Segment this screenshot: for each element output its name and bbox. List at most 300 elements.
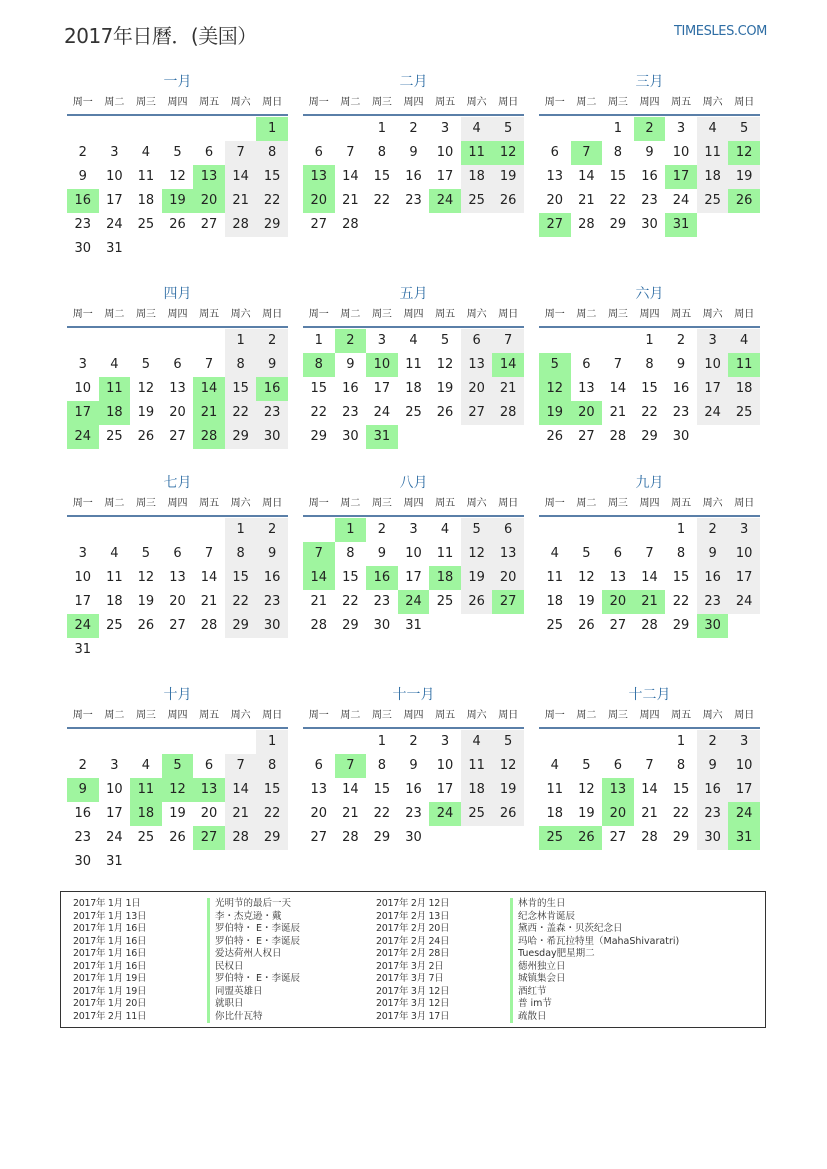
day-cell[interactable]: 5 bbox=[728, 117, 760, 141]
day-cell[interactable]: 13 bbox=[193, 778, 225, 802]
day-cell[interactable]: 6 bbox=[173, 546, 182, 561]
day-cell[interactable]: 2 bbox=[676, 333, 686, 348]
day-cell[interactable]: 12 bbox=[728, 141, 760, 165]
day-cell[interactable]: 18 bbox=[429, 566, 461, 590]
day-cell[interactable]: 5 bbox=[582, 758, 591, 773]
day-cell[interactable]: 12 bbox=[137, 381, 155, 396]
day-cell[interactable]: 16 bbox=[405, 169, 422, 184]
day-cell[interactable]: 29 bbox=[310, 429, 328, 444]
day-cell[interactable]: 23 bbox=[256, 590, 288, 614]
day-cell[interactable]: 5 bbox=[492, 730, 524, 754]
day-cell[interactable]: 14 bbox=[492, 353, 524, 377]
day-cell[interactable]: 17 bbox=[436, 782, 454, 797]
day-cell[interactable]: 12 bbox=[539, 377, 571, 401]
day-cell[interactable]: 4 bbox=[550, 758, 559, 773]
day-cell[interactable]: 27 bbox=[609, 618, 627, 633]
day-cell[interactable]: 19 bbox=[461, 566, 493, 590]
day-cell[interactable]: 25 bbox=[436, 594, 454, 609]
day-cell[interactable]: 7 bbox=[303, 542, 335, 566]
day-cell[interactable]: 13 bbox=[169, 570, 186, 585]
day-cell[interactable]: 10 bbox=[436, 145, 454, 160]
day-cell[interactable]: 26 bbox=[492, 802, 524, 826]
day-cell[interactable]: 9 bbox=[645, 145, 654, 160]
day-cell[interactable]: 2 bbox=[634, 117, 666, 141]
day-cell[interactable]: 26 bbox=[169, 217, 186, 232]
day-cell[interactable]: 14 bbox=[578, 169, 595, 184]
day-cell[interactable]: 1 bbox=[645, 333, 654, 348]
day-cell[interactable]: 29 bbox=[256, 213, 288, 237]
day-cell[interactable]: 24 bbox=[106, 217, 123, 232]
day-cell[interactable]: 5 bbox=[162, 754, 194, 778]
day-cell[interactable]: 6 bbox=[204, 145, 214, 160]
day-cell[interactable]: 21 bbox=[225, 802, 257, 826]
day-cell[interactable]: 4 bbox=[461, 730, 493, 754]
day-cell[interactable]: 19 bbox=[492, 778, 524, 802]
day-cell[interactable]: 16 bbox=[342, 381, 359, 396]
day-cell[interactable]: 18 bbox=[546, 594, 564, 609]
day-cell[interactable]: 7 bbox=[204, 546, 214, 561]
day-cell[interactable]: 10 bbox=[436, 758, 454, 773]
day-cell[interactable]: 3 bbox=[728, 730, 760, 754]
day-cell[interactable]: 28 bbox=[342, 217, 359, 232]
day-cell[interactable]: 11 bbox=[697, 141, 729, 165]
day-cell[interactable]: 29 bbox=[373, 830, 391, 845]
day-cell[interactable]: 20 bbox=[571, 401, 603, 425]
day-cell[interactable]: 2 bbox=[409, 121, 418, 136]
day-cell[interactable]: 11 bbox=[436, 546, 454, 561]
day-cell[interactable]: 28 bbox=[225, 213, 257, 237]
day-cell[interactable]: 27 bbox=[578, 429, 595, 444]
day-cell[interactable]: 21 bbox=[609, 405, 627, 420]
day-cell[interactable]: 8 bbox=[377, 145, 387, 160]
day-cell[interactable]: 31 bbox=[728, 826, 760, 850]
day-cell[interactable]: 27 bbox=[609, 830, 627, 845]
day-cell[interactable]: 2 bbox=[78, 145, 87, 160]
day-cell[interactable]: 14 bbox=[225, 165, 257, 189]
day-cell[interactable]: 20 bbox=[169, 405, 186, 420]
day-cell[interactable]: 24 bbox=[697, 401, 729, 425]
day-cell[interactable]: 22 bbox=[310, 405, 328, 420]
day-cell[interactable]: 24 bbox=[728, 802, 760, 826]
day-cell[interactable]: 9 bbox=[676, 357, 686, 372]
day-cell[interactable]: 30 bbox=[373, 618, 391, 633]
day-cell[interactable]: 21 bbox=[641, 806, 658, 821]
day-cell[interactable]: 12 bbox=[137, 570, 155, 585]
day-cell[interactable]: 31 bbox=[665, 213, 697, 237]
day-cell[interactable]: 8 bbox=[346, 546, 355, 561]
day-cell[interactable]: 4 bbox=[141, 758, 151, 773]
day-cell[interactable]: 30 bbox=[256, 425, 288, 449]
day-cell[interactable]: 21 bbox=[193, 401, 225, 425]
day-cell[interactable]: 24 bbox=[106, 830, 123, 845]
day-cell[interactable]: 5 bbox=[461, 518, 493, 542]
day-cell[interactable]: 26 bbox=[546, 429, 564, 444]
day-cell[interactable]: 21 bbox=[310, 594, 328, 609]
day-cell[interactable]: 22 bbox=[641, 405, 658, 420]
day-cell[interactable]: 21 bbox=[200, 594, 218, 609]
day-cell[interactable]: 26 bbox=[436, 405, 454, 420]
day-cell[interactable]: 26 bbox=[728, 189, 760, 213]
day-cell[interactable]: 8 bbox=[256, 141, 288, 165]
day-cell[interactable]: 17 bbox=[106, 193, 123, 208]
day-cell[interactable]: 22 bbox=[609, 193, 627, 208]
day-cell[interactable]: 30 bbox=[672, 429, 690, 444]
day-cell[interactable]: 6 bbox=[492, 518, 524, 542]
day-cell[interactable]: 28 bbox=[578, 217, 595, 232]
day-cell[interactable]: 4 bbox=[110, 357, 119, 372]
day-cell[interactable]: 20 bbox=[169, 594, 186, 609]
day-cell[interactable]: 26 bbox=[137, 618, 155, 633]
day-cell[interactable]: 4 bbox=[461, 117, 493, 141]
day-cell[interactable]: 20 bbox=[546, 193, 564, 208]
day-cell[interactable]: 8 bbox=[225, 542, 257, 566]
day-cell[interactable]: 30 bbox=[697, 826, 729, 850]
day-cell[interactable]: 20 bbox=[602, 590, 634, 614]
day-cell[interactable]: 12 bbox=[169, 169, 186, 184]
day-cell[interactable]: 9 bbox=[377, 546, 387, 561]
day-cell[interactable]: 6 bbox=[582, 357, 591, 372]
day-cell[interactable]: 11 bbox=[546, 782, 564, 797]
day-cell[interactable]: 15 bbox=[641, 381, 658, 396]
day-cell[interactable]: 19 bbox=[162, 189, 194, 213]
day-cell[interactable]: 16 bbox=[256, 377, 288, 401]
day-cell[interactable]: 6 bbox=[550, 145, 559, 160]
day-cell[interactable]: 25 bbox=[137, 830, 155, 845]
day-cell[interactable]: 11 bbox=[106, 570, 123, 585]
day-cell[interactable]: 19 bbox=[492, 165, 524, 189]
day-cell[interactable]: 4 bbox=[550, 546, 559, 561]
day-cell[interactable]: 27 bbox=[539, 213, 571, 237]
day-cell[interactable]: 7 bbox=[571, 141, 603, 165]
day-cell[interactable]: 18 bbox=[137, 193, 155, 208]
day-cell[interactable]: 31 bbox=[106, 854, 123, 869]
day-cell[interactable]: 30 bbox=[697, 614, 729, 638]
day-cell[interactable]: 25 bbox=[106, 618, 123, 633]
day-cell[interactable]: 5 bbox=[582, 546, 591, 561]
day-cell[interactable]: 14 bbox=[193, 377, 225, 401]
day-cell[interactable]: 26 bbox=[492, 189, 524, 213]
day-cell[interactable]: 27 bbox=[169, 429, 186, 444]
day-cell[interactable]: 25 bbox=[405, 405, 422, 420]
day-cell[interactable]: 28 bbox=[225, 826, 257, 850]
day-cell[interactable]: 25 bbox=[539, 826, 571, 850]
day-cell[interactable]: 15 bbox=[373, 169, 391, 184]
day-cell[interactable]: 2 bbox=[78, 758, 87, 773]
day-cell[interactable]: 27 bbox=[492, 590, 524, 614]
day-cell[interactable]: 9 bbox=[256, 542, 288, 566]
day-cell[interactable]: 10 bbox=[672, 145, 690, 160]
day-cell[interactable]: 17 bbox=[665, 165, 697, 189]
day-cell[interactable]: 19 bbox=[728, 165, 760, 189]
day-cell[interactable]: 24 bbox=[672, 193, 690, 208]
day-cell[interactable]: 10 bbox=[366, 353, 398, 377]
day-cell[interactable]: 13 bbox=[169, 381, 186, 396]
day-cell[interactable]: 20 bbox=[310, 806, 328, 821]
day-cell[interactable]: 28 bbox=[609, 429, 627, 444]
day-cell[interactable]: 26 bbox=[169, 830, 186, 845]
day-cell[interactable]: 25 bbox=[697, 189, 729, 213]
day-cell[interactable]: 8 bbox=[225, 353, 257, 377]
day-cell[interactable]: 30 bbox=[74, 241, 92, 256]
day-cell[interactable]: 3 bbox=[728, 518, 760, 542]
day-cell[interactable]: 13 bbox=[492, 542, 524, 566]
day-cell[interactable]: 6 bbox=[314, 758, 323, 773]
day-cell[interactable]: 21 bbox=[634, 590, 666, 614]
day-cell[interactable]: 13 bbox=[546, 169, 564, 184]
day-cell[interactable]: 2 bbox=[697, 730, 729, 754]
day-cell[interactable]: 4 bbox=[440, 522, 450, 537]
day-cell[interactable]: 28 bbox=[200, 618, 218, 633]
day-cell[interactable]: 28 bbox=[641, 830, 658, 845]
day-cell[interactable]: 29 bbox=[256, 826, 288, 850]
day-cell[interactable]: 15 bbox=[342, 570, 359, 585]
day-cell[interactable]: 17 bbox=[373, 381, 391, 396]
day-cell[interactable]: 20 bbox=[200, 806, 218, 821]
day-cell[interactable]: 7 bbox=[645, 546, 654, 561]
day-cell[interactable]: 17 bbox=[728, 778, 760, 802]
day-cell[interactable]: 26 bbox=[571, 826, 603, 850]
day-cell[interactable]: 9 bbox=[256, 353, 288, 377]
day-cell[interactable]: 10 bbox=[405, 546, 422, 561]
day-cell[interactable]: 4 bbox=[697, 117, 729, 141]
day-cell[interactable]: 9 bbox=[78, 169, 87, 184]
day-cell[interactable]: 1 bbox=[225, 518, 257, 542]
day-cell[interactable]: 10 bbox=[728, 754, 760, 778]
day-cell[interactable]: 1 bbox=[225, 329, 257, 353]
day-cell[interactable]: 14 bbox=[342, 169, 359, 184]
day-cell[interactable]: 27 bbox=[200, 217, 218, 232]
day-cell[interactable]: 27 bbox=[461, 401, 493, 425]
day-cell[interactable]: 1 bbox=[256, 730, 288, 754]
day-cell[interactable]: 30 bbox=[342, 429, 359, 444]
day-cell[interactable]: 29 bbox=[672, 618, 690, 633]
day-cell[interactable]: 10 bbox=[106, 169, 123, 184]
day-cell[interactable]: 18 bbox=[697, 165, 729, 189]
day-cell[interactable]: 2 bbox=[335, 329, 367, 353]
day-cell[interactable]: 31 bbox=[106, 241, 123, 256]
day-cell[interactable]: 19 bbox=[578, 806, 595, 821]
day-cell[interactable]: 13 bbox=[609, 570, 627, 585]
day-cell[interactable]: 27 bbox=[169, 618, 186, 633]
day-cell[interactable]: 4 bbox=[409, 333, 418, 348]
day-cell[interactable]: 7 bbox=[204, 357, 214, 372]
day-cell[interactable]: 2 bbox=[409, 734, 418, 749]
day-cell[interactable]: 2 bbox=[256, 329, 288, 353]
day-cell[interactable]: 16 bbox=[74, 806, 92, 821]
day-cell[interactable]: 29 bbox=[342, 618, 359, 633]
day-cell[interactable]: 18 bbox=[130, 802, 162, 826]
day-cell[interactable]: 5 bbox=[492, 117, 524, 141]
day-cell[interactable]: 31 bbox=[405, 618, 422, 633]
day-cell[interactable]: 3 bbox=[440, 734, 450, 749]
day-cell[interactable]: 21 bbox=[225, 189, 257, 213]
day-cell[interactable]: 20 bbox=[461, 377, 493, 401]
day-cell[interactable]: 24 bbox=[728, 590, 760, 614]
day-cell[interactable]: 18 bbox=[405, 381, 422, 396]
day-cell[interactable]: 6 bbox=[173, 357, 182, 372]
day-cell[interactable]: 24 bbox=[67, 425, 99, 449]
day-cell[interactable]: 7 bbox=[492, 329, 524, 353]
day-cell[interactable]: 1 bbox=[613, 121, 623, 136]
day-cell[interactable]: 25 bbox=[461, 189, 493, 213]
day-cell[interactable]: 13 bbox=[602, 778, 634, 802]
day-cell[interactable]: 24 bbox=[398, 590, 430, 614]
day-cell[interactable]: 5 bbox=[539, 353, 571, 377]
day-cell[interactable]: 17 bbox=[728, 566, 760, 590]
day-cell[interactable]: 30 bbox=[256, 614, 288, 638]
day-cell[interactable]: 23 bbox=[74, 830, 92, 845]
day-cell[interactable]: 23 bbox=[373, 594, 391, 609]
day-cell[interactable]: 20 bbox=[303, 189, 335, 213]
day-cell[interactable]: 16 bbox=[366, 566, 398, 590]
day-cell[interactable]: 1 bbox=[377, 734, 387, 749]
day-cell[interactable]: 15 bbox=[256, 778, 288, 802]
day-cell[interactable]: 25 bbox=[137, 217, 155, 232]
day-cell[interactable]: 18 bbox=[728, 377, 760, 401]
day-cell[interactable]: 22 bbox=[256, 802, 288, 826]
day-cell[interactable]: 18 bbox=[106, 594, 123, 609]
day-cell[interactable]: 17 bbox=[697, 377, 729, 401]
day-cell[interactable]: 17 bbox=[74, 594, 92, 609]
day-cell[interactable]: 3 bbox=[110, 758, 119, 773]
day-cell[interactable]: 22 bbox=[342, 594, 359, 609]
day-cell[interactable]: 25 bbox=[106, 429, 123, 444]
day-cell[interactable]: 10 bbox=[74, 381, 92, 396]
day-cell[interactable]: 20 bbox=[492, 566, 524, 590]
day-cell[interactable]: 23 bbox=[405, 806, 422, 821]
day-cell[interactable]: 23 bbox=[405, 193, 422, 208]
day-cell[interactable]: 20 bbox=[602, 802, 634, 826]
day-cell[interactable]: 15 bbox=[672, 570, 690, 585]
day-cell[interactable]: 11 bbox=[728, 353, 760, 377]
day-cell[interactable]: 29 bbox=[225, 614, 257, 638]
day-cell[interactable]: 11 bbox=[99, 377, 131, 401]
day-cell[interactable]: 6 bbox=[461, 329, 493, 353]
day-cell[interactable]: 12 bbox=[436, 357, 454, 372]
day-cell[interactable]: 30 bbox=[641, 217, 658, 232]
day-cell[interactable]: 5 bbox=[141, 357, 151, 372]
day-cell[interactable]: 10 bbox=[74, 570, 92, 585]
day-cell[interactable]: 10 bbox=[106, 782, 123, 797]
day-cell[interactable]: 6 bbox=[204, 758, 214, 773]
day-cell[interactable]: 12 bbox=[461, 542, 493, 566]
day-cell[interactable]: 21 bbox=[578, 193, 595, 208]
day-cell[interactable]: 11 bbox=[405, 357, 422, 372]
day-cell[interactable]: 19 bbox=[137, 594, 155, 609]
day-cell[interactable]: 24 bbox=[373, 405, 391, 420]
day-cell[interactable]: 27 bbox=[310, 830, 328, 845]
day-cell[interactable]: 28 bbox=[342, 830, 359, 845]
day-cell[interactable]: 11 bbox=[546, 570, 564, 585]
day-cell[interactable]: 14 bbox=[200, 570, 218, 585]
day-cell[interactable]: 24 bbox=[429, 189, 461, 213]
day-cell[interactable]: 15 bbox=[310, 381, 328, 396]
day-cell[interactable]: 16 bbox=[405, 782, 422, 797]
day-cell[interactable]: 13 bbox=[578, 381, 595, 396]
day-cell[interactable]: 10 bbox=[697, 353, 729, 377]
day-cell[interactable]: 16 bbox=[697, 566, 729, 590]
day-cell[interactable]: 15 bbox=[225, 566, 257, 590]
day-cell[interactable]: 14 bbox=[609, 381, 627, 396]
day-cell[interactable]: 23 bbox=[672, 405, 690, 420]
day-cell[interactable]: 30 bbox=[405, 830, 422, 845]
day-cell[interactable]: 9 bbox=[697, 754, 729, 778]
day-cell[interactable]: 6 bbox=[613, 546, 623, 561]
day-cell[interactable]: 17 bbox=[106, 806, 123, 821]
day-cell[interactable]: 23 bbox=[256, 401, 288, 425]
day-cell[interactable]: 6 bbox=[314, 145, 323, 160]
day-cell[interactable]: 12 bbox=[492, 754, 524, 778]
day-cell[interactable]: 16 bbox=[641, 169, 658, 184]
day-cell[interactable]: 11 bbox=[461, 754, 493, 778]
day-cell[interactable]: 1 bbox=[335, 518, 367, 542]
day-cell[interactable]: 3 bbox=[377, 333, 387, 348]
day-cell[interactable]: 6 bbox=[613, 758, 623, 773]
day-cell[interactable]: 19 bbox=[137, 405, 155, 420]
day-cell[interactable]: 8 bbox=[645, 357, 654, 372]
day-cell[interactable]: 22 bbox=[672, 806, 690, 821]
day-cell[interactable]: 23 bbox=[74, 217, 92, 232]
day-cell[interactable]: 2 bbox=[256, 518, 288, 542]
day-cell[interactable]: 8 bbox=[377, 758, 387, 773]
day-cell[interactable]: 27 bbox=[310, 217, 328, 232]
day-cell[interactable]: 14 bbox=[641, 570, 658, 585]
day-cell[interactable]: 28 bbox=[310, 618, 328, 633]
day-cell[interactable]: 9 bbox=[697, 542, 729, 566]
brand-logo[interactable]: TIMESLES.COM bbox=[673, 24, 767, 39]
day-cell[interactable]: 25 bbox=[546, 618, 564, 633]
day-cell[interactable]: 21 bbox=[342, 193, 359, 208]
day-cell[interactable]: 14 bbox=[641, 782, 658, 797]
day-cell[interactable]: 3 bbox=[676, 121, 686, 136]
day-cell[interactable]: 1 bbox=[256, 117, 288, 141]
day-cell[interactable]: 3 bbox=[110, 145, 119, 160]
day-cell[interactable]: 18 bbox=[461, 165, 493, 189]
day-cell[interactable]: 5 bbox=[173, 145, 182, 160]
day-cell[interactable]: 16 bbox=[67, 189, 99, 213]
day-cell[interactable]: 16 bbox=[672, 381, 690, 396]
day-cell[interactable]: 12 bbox=[578, 570, 595, 585]
day-cell[interactable]: 18 bbox=[546, 806, 564, 821]
day-cell[interactable]: 10 bbox=[728, 542, 760, 566]
day-cell[interactable]: 20 bbox=[193, 189, 225, 213]
day-cell[interactable]: 18 bbox=[99, 401, 131, 425]
day-cell[interactable]: 2 bbox=[697, 518, 729, 542]
day-cell[interactable]: 3 bbox=[409, 522, 418, 537]
day-cell[interactable]: 19 bbox=[169, 806, 186, 821]
day-cell[interactable]: 11 bbox=[461, 141, 493, 165]
day-cell[interactable]: 22 bbox=[256, 189, 288, 213]
day-cell[interactable]: 5 bbox=[440, 333, 450, 348]
day-cell[interactable]: 29 bbox=[641, 429, 658, 444]
day-cell[interactable]: 1 bbox=[676, 522, 686, 537]
day-cell[interactable]: 25 bbox=[461, 802, 493, 826]
day-cell[interactable]: 19 bbox=[578, 594, 595, 609]
day-cell[interactable]: 8 bbox=[256, 754, 288, 778]
day-cell[interactable]: 22 bbox=[225, 401, 257, 425]
day-cell[interactable]: 1 bbox=[377, 121, 387, 136]
day-cell[interactable]: 7 bbox=[335, 754, 367, 778]
day-cell[interactable]: 12 bbox=[578, 782, 595, 797]
day-cell[interactable]: 24 bbox=[429, 802, 461, 826]
day-cell[interactable]: 21 bbox=[492, 377, 524, 401]
day-cell[interactable]: 16 bbox=[697, 778, 729, 802]
day-cell[interactable]: 26 bbox=[461, 590, 493, 614]
day-cell[interactable]: 18 bbox=[461, 778, 493, 802]
day-cell[interactable]: 3 bbox=[697, 329, 729, 353]
day-cell[interactable]: 7 bbox=[613, 357, 623, 372]
day-cell[interactable]: 15 bbox=[672, 782, 690, 797]
